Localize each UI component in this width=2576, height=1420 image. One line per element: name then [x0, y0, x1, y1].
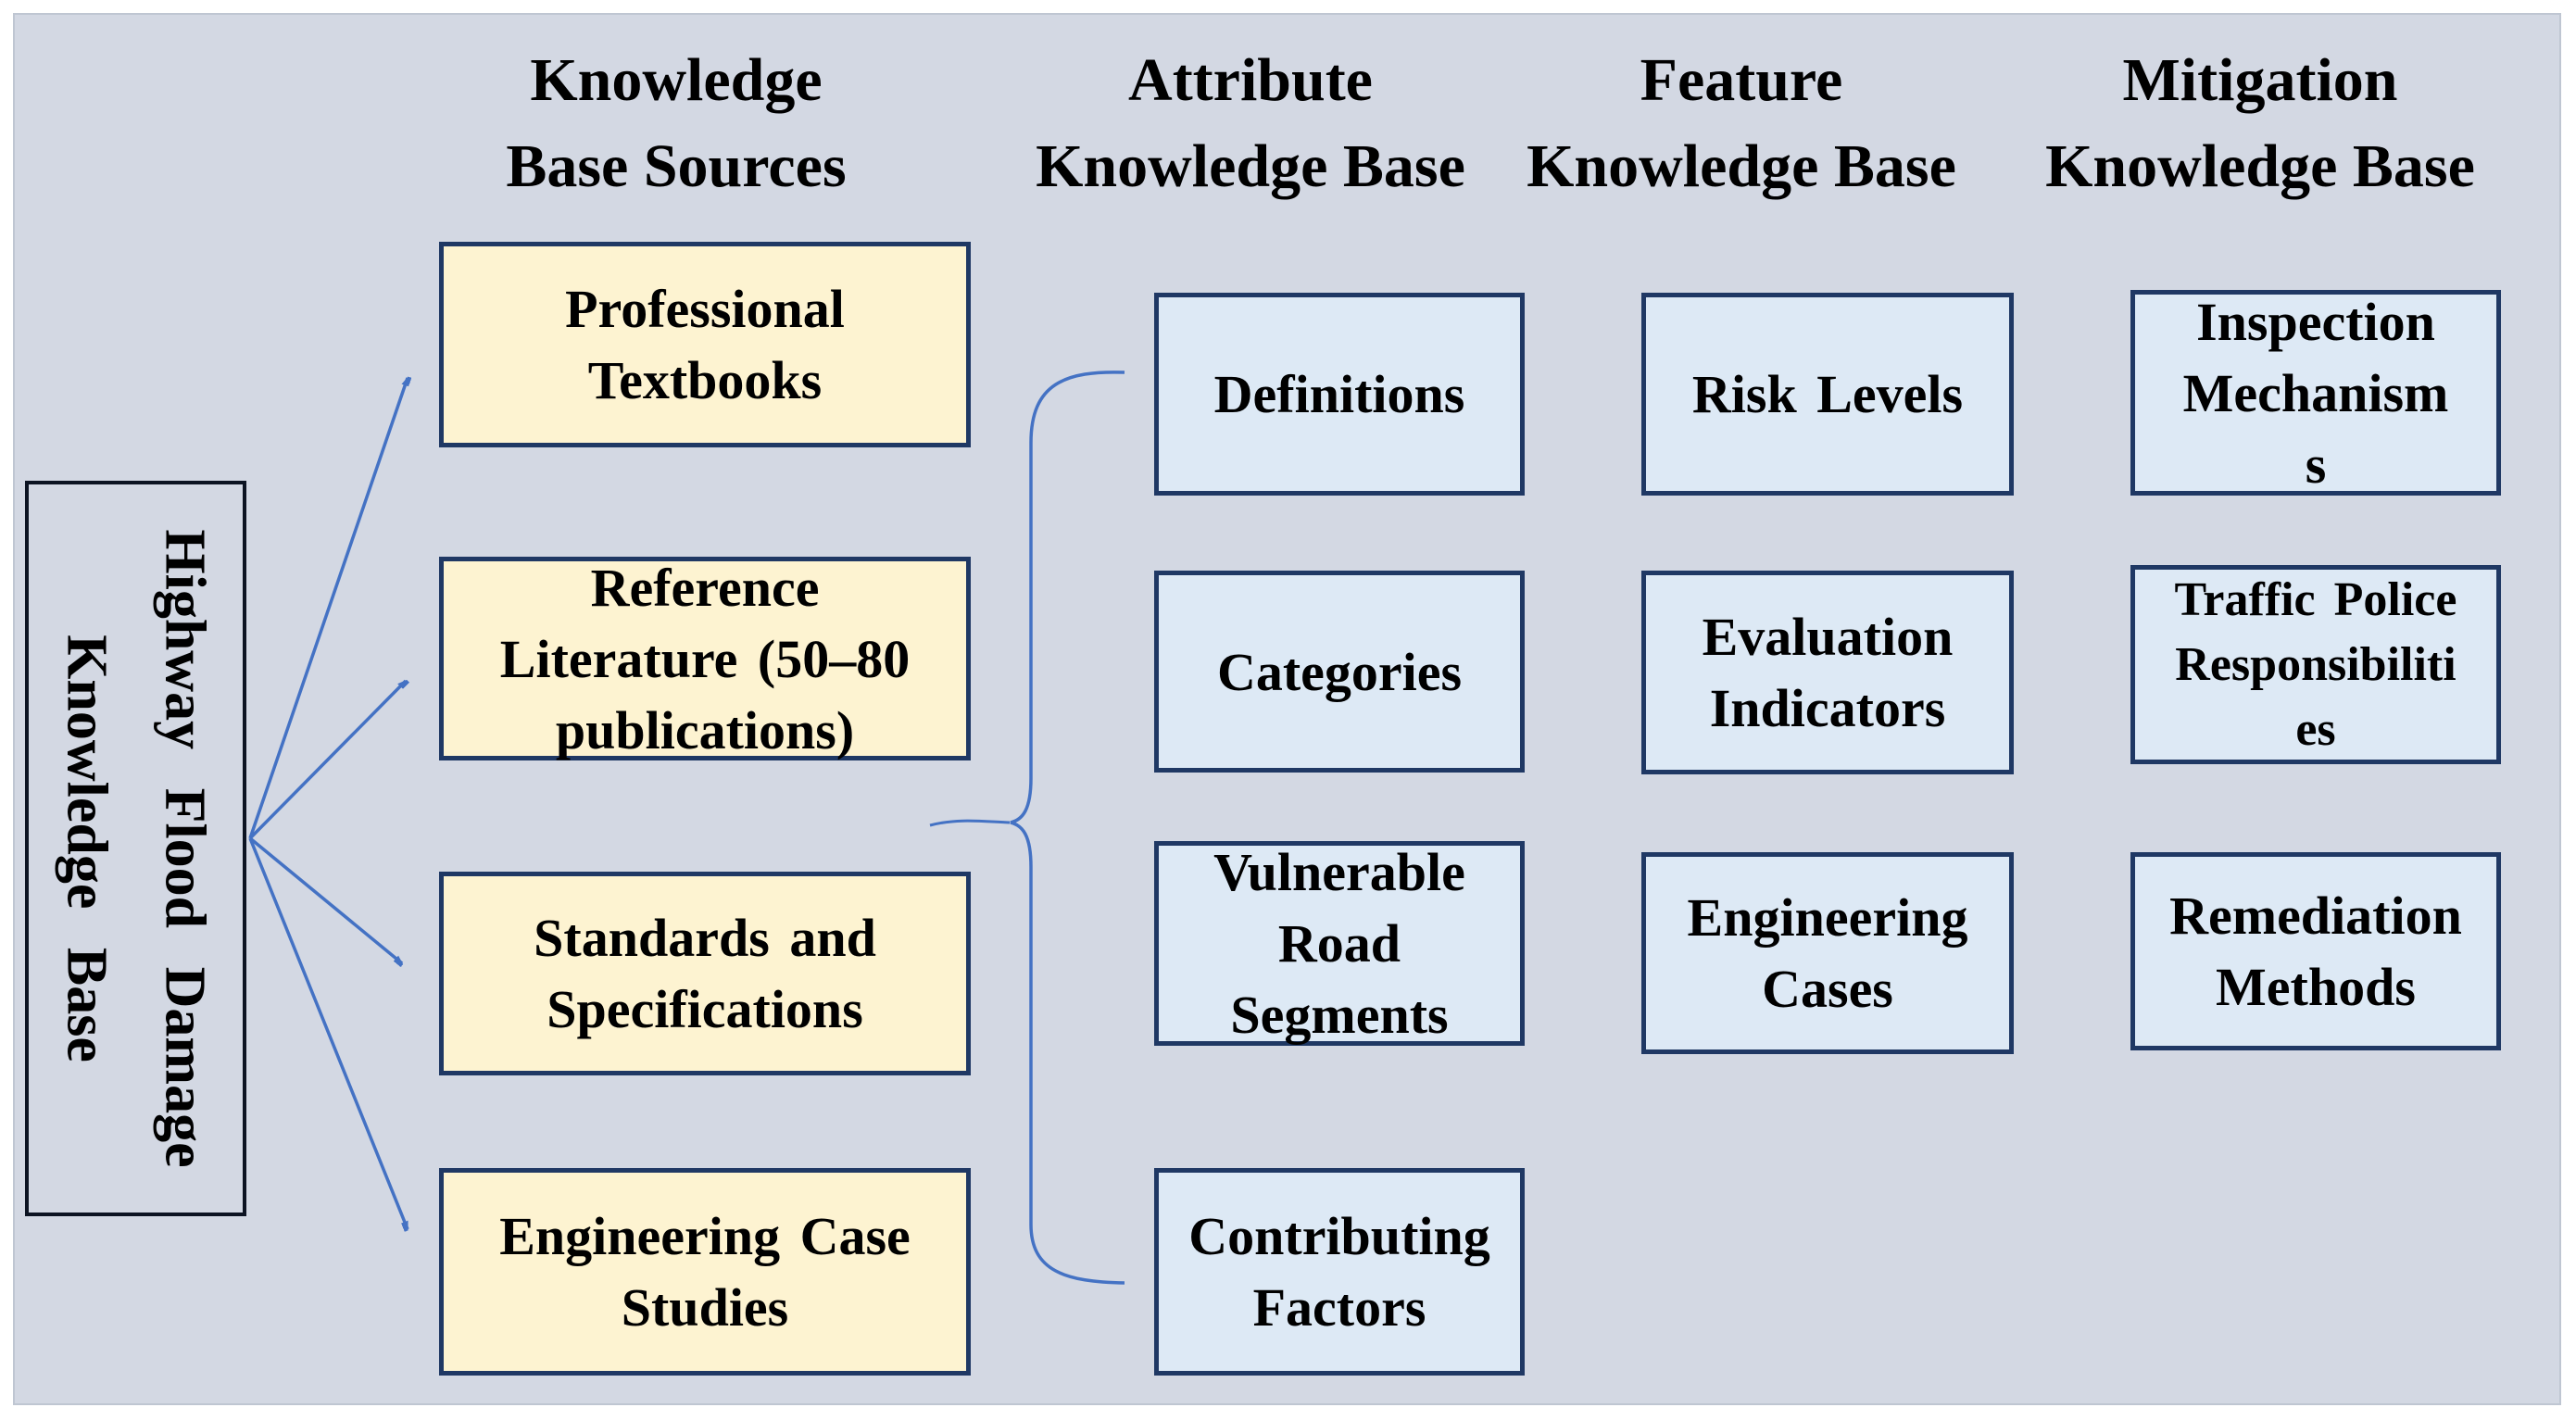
column-header-feature: Feature Knowledge Base [1527, 46, 1956, 200]
root-label: Highway Flood Damage Knowledge Base [55, 529, 217, 1168]
node-risk-levels: Risk Levels [1641, 293, 2014, 496]
node-professional-textbooks: Professional Textbooks [439, 242, 971, 447]
node-inspection-mechanisms: Inspection Mechanism s [2130, 290, 2501, 496]
node-definitions: Definitions [1154, 293, 1525, 496]
node-evaluation-indicators: Evaluation Indicators [1641, 571, 2014, 774]
node-engineering-case-studies: Engineering Case Studies [439, 1168, 971, 1376]
node-traffic-police-responsibilities: Traffic Police Responsibiliti es [2130, 565, 2501, 764]
node-remediation-methods: Remediation Methods [2130, 852, 2501, 1050]
node-engineering-cases: Engineering Cases [1641, 852, 2014, 1054]
column-header-mitigation: Mitigation Knowledge Base [2045, 46, 2475, 200]
column-header-sources: Knowledge Base Sources [506, 46, 847, 200]
node-reference-literature: Reference Literature (50–80 publications) [439, 557, 971, 760]
node-categories: Categories [1154, 571, 1525, 773]
node-vulnerable-road-segments: Vulnerable Road Segments [1154, 841, 1525, 1046]
column-header-attribute: Attribute Knowledge Base [1036, 46, 1465, 200]
node-standards-specifications: Standards and Specifications [439, 872, 971, 1075]
node-contributing-factors: Contributing Factors [1154, 1168, 1525, 1376]
node-highway-flood-damage-knowledge-base [25, 481, 246, 1216]
